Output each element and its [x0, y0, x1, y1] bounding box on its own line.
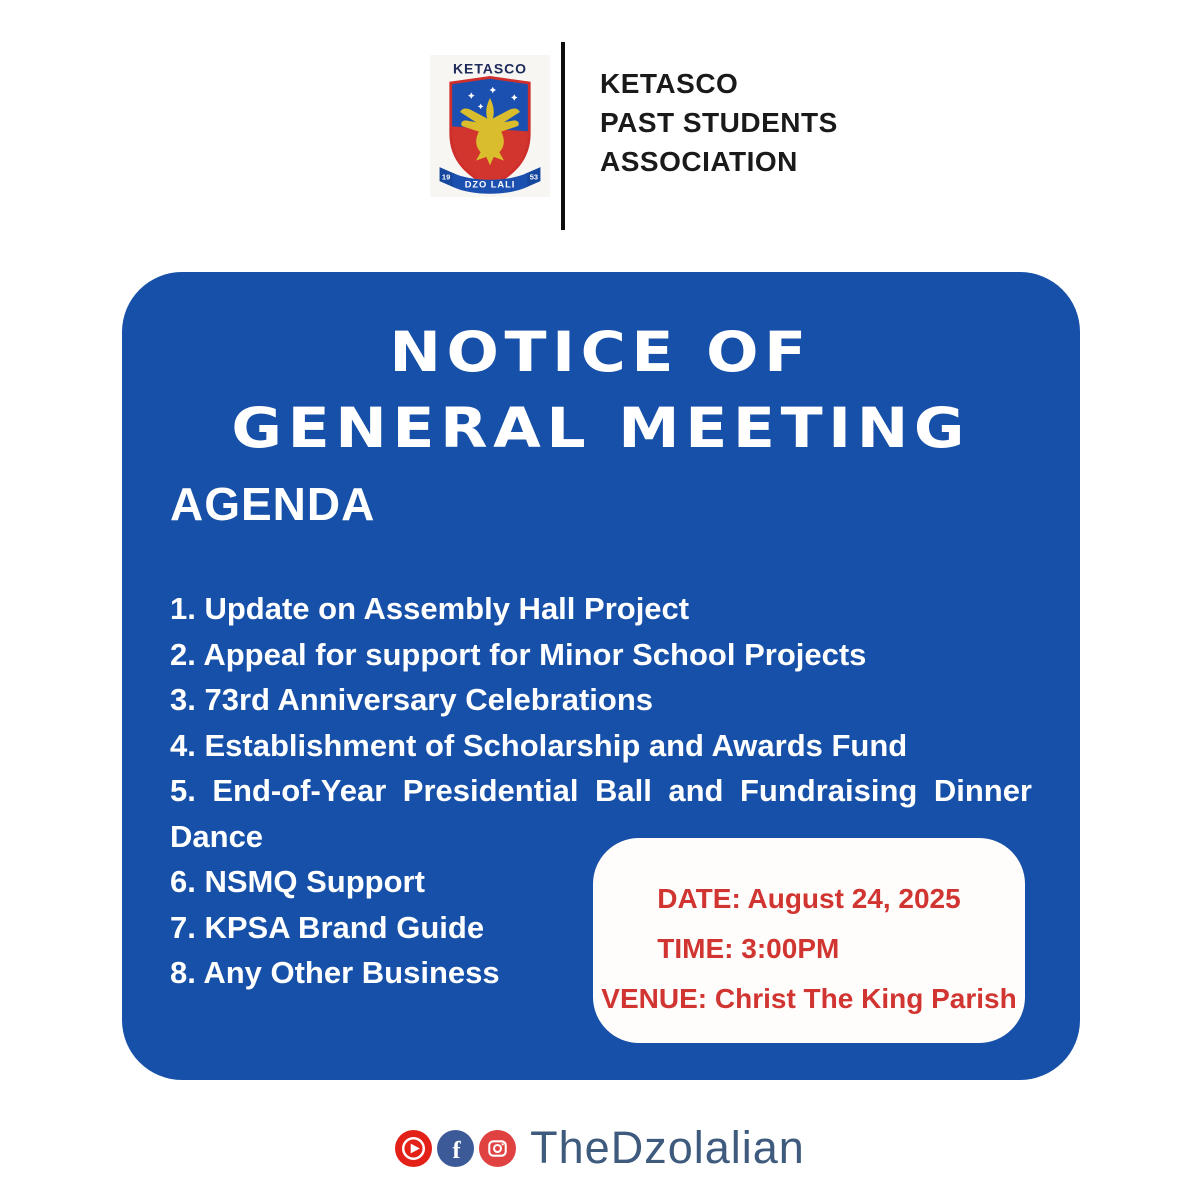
crest-year-left: 19	[441, 172, 451, 182]
crest-icon	[430, 55, 550, 197]
notice-card	[122, 272, 1080, 1080]
agenda-item-7: 7. KPSA Brand Guide	[170, 909, 485, 945]
footer	[0, 1122, 1200, 1174]
instagram-icon	[479, 1130, 516, 1167]
meeting-details-box	[593, 838, 1025, 1043]
org-name	[600, 64, 838, 181]
agenda-item-4: 4. Establishment of Scholarship and Awards Fund	[170, 727, 908, 763]
header-divider	[561, 42, 565, 230]
svg-text:f: f	[452, 1136, 461, 1164]
crest-motto: DZO LALI	[464, 179, 516, 190]
social-icons	[395, 1130, 516, 1167]
notice-title-line2: GENERAL MEETING	[231, 396, 971, 460]
notice-title-line1: NOTICE OF	[389, 320, 813, 384]
agenda-item-3: 3. 73rd Anniversary Celebrations	[170, 682, 653, 717]
facebook-icon	[437, 1130, 474, 1167]
agenda-item-1: 1. Update on Assembly Hall Project	[170, 591, 690, 626]
org-name-line3: ASSOCIATION	[600, 146, 798, 177]
meeting-time: TIME: 3:00PM	[657, 933, 840, 964]
crest-school-name: KETASCO	[453, 60, 527, 77]
meeting-venue: VENUE: Christ The King Parish	[601, 983, 1017, 1014]
agenda-item-8: 8. Any Other Business	[170, 955, 500, 990]
ketasco-crest-logo	[430, 55, 550, 197]
meeting-date: DATE: August 24, 2025	[657, 883, 961, 914]
org-name-line2: PAST STUDENTS	[600, 107, 838, 138]
notice-title	[122, 314, 1080, 466]
agenda-item-5: 5. End-of-Year Presidential Ball and Fundraising Dinner Dance	[170, 773, 1032, 854]
social-handle: TheDzolalian	[530, 1122, 805, 1173]
meeting-date-time-group	[657, 874, 960, 974]
youtube-icon	[395, 1130, 432, 1167]
org-name-line1: KETASCO	[600, 68, 739, 99]
agenda-item-6: 6. NSMQ Support	[170, 864, 425, 899]
agenda-item-2: 2. Appeal for support for Minor School Projects	[170, 636, 867, 672]
crest-year-right: 53	[529, 172, 539, 182]
agenda-heading: AGENDA	[170, 478, 376, 530]
